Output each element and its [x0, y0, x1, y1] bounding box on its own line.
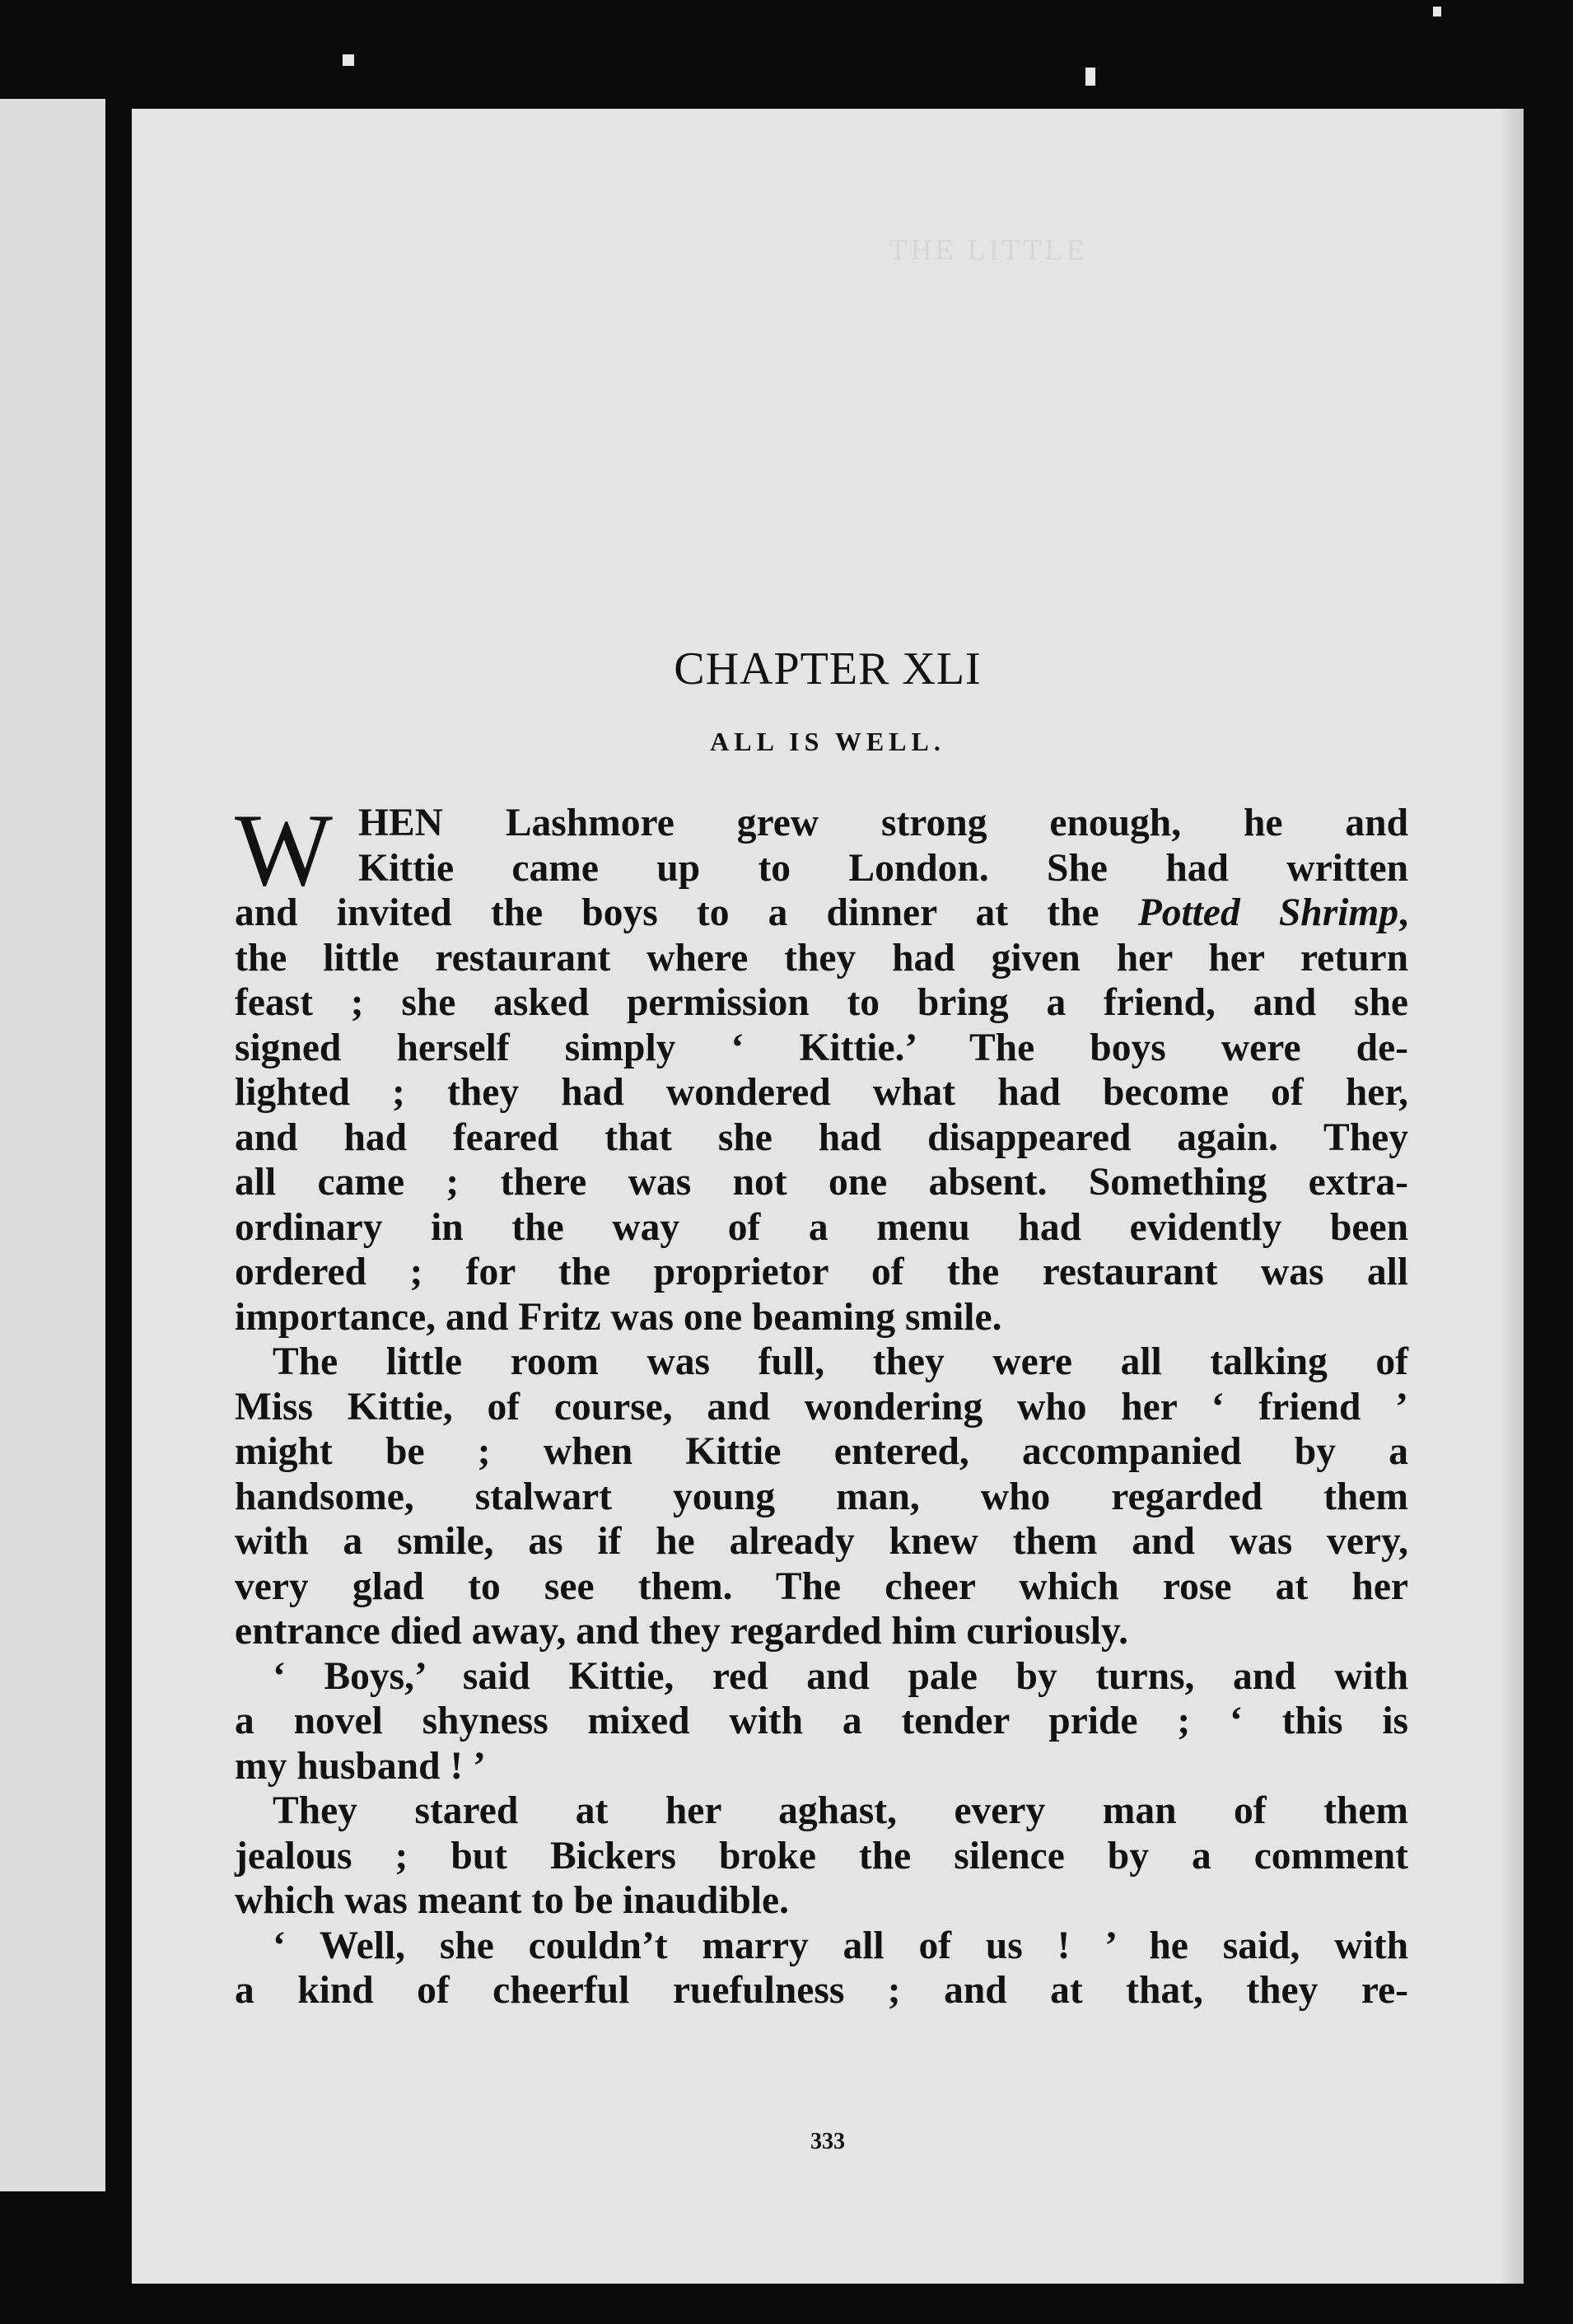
text-line: with a smile, as if he already knew them and was very,: [235, 1520, 1408, 1563]
facing-page-edge: [0, 99, 105, 2191]
text-line: the little restaurant where they had given her her return: [235, 936, 1408, 980]
running-head-bleedthrough: THE LITTLE: [889, 233, 1088, 266]
page-number: 333: [810, 2129, 845, 2154]
text-line: ‘ Boys,’ said Kittie, red and pale by turns, and with: [273, 1654, 1408, 1698]
drop-cap: W: [235, 793, 333, 908]
text-line: my husband ! ’: [235, 1744, 486, 1788]
scan-speck: [1085, 68, 1095, 86]
text-line: jealous ; but Bickers broke the silence by a comment: [235, 1834, 1408, 1877]
text-line: They stared at her aghast, every man of them: [273, 1789, 1408, 1832]
opening-paragraph: [235, 793, 1408, 2013]
text-line: and had feared that she had disappeared again. They: [235, 1115, 1408, 1159]
text-line: and invited the boys to a dinner at the Potted Shrimp,: [235, 891, 1408, 934]
text-line: ordinary in the way of a menu had evidently been: [235, 1205, 1408, 1249]
text-line: feast ; she asked permission to bring a friend, and she: [235, 981, 1408, 1024]
text-line: all came ; there was not one absent. Something extra-: [235, 1161, 1408, 1204]
text-line: Kittie came up to London. She had written: [358, 846, 1408, 890]
scan-speck: [343, 54, 354, 66]
text-line: might be ; when Kittie entered, accompanied by a: [235, 1430, 1408, 1473]
text-line: very glad to see them. The cheer which rose at her: [235, 1564, 1408, 1608]
text-lines: [235, 793, 1408, 2013]
text-line: handsome, stalwart young man, who regarded them: [235, 1475, 1408, 1518]
text-line: ordered ; for the proprietor of the restaurant was all: [235, 1251, 1408, 1293]
text-line: ‘ Well, she couldn’t marry all of us ! ’ he said, with: [273, 1924, 1408, 1967]
text-line: importance, and Fritz was one beaming smile.: [235, 1295, 1002, 1339]
scan-speck: [1433, 7, 1441, 16]
text-line: lighted ; they had wondered what had become of her,: [235, 1071, 1408, 1114]
text-line: entrance died away, and they regarded him curiously.: [235, 1610, 1129, 1653]
chapter-title: CHAPTER XLI: [674, 643, 982, 694]
text-line: signed herself simply ‘ Kittie.’ The boys were de-: [235, 1026, 1408, 1069]
chapter-body: [235, 793, 1408, 2013]
text-line: a novel shyness mixed with a tender pride ; ‘ this is: [235, 1700, 1408, 1742]
page-edge-shadow: [1499, 109, 1524, 2284]
chapter-subtitle: ALL IS WELL.: [710, 727, 945, 756]
text-line: which was meant to be inaudible.: [235, 1879, 790, 1922]
text-line: HEN Lashmore grew strong enough, he and: [358, 802, 1408, 844]
text-line: a kind of cheerful ruefulness ; and at that, they re-: [235, 1969, 1408, 2012]
book-page: [132, 109, 1524, 2284]
text-line: The little room was full, they were all talking of: [273, 1340, 1408, 1383]
text-line: Miss Kittie, of course, and wondering who her ‘ friend ’: [235, 1385, 1408, 1429]
